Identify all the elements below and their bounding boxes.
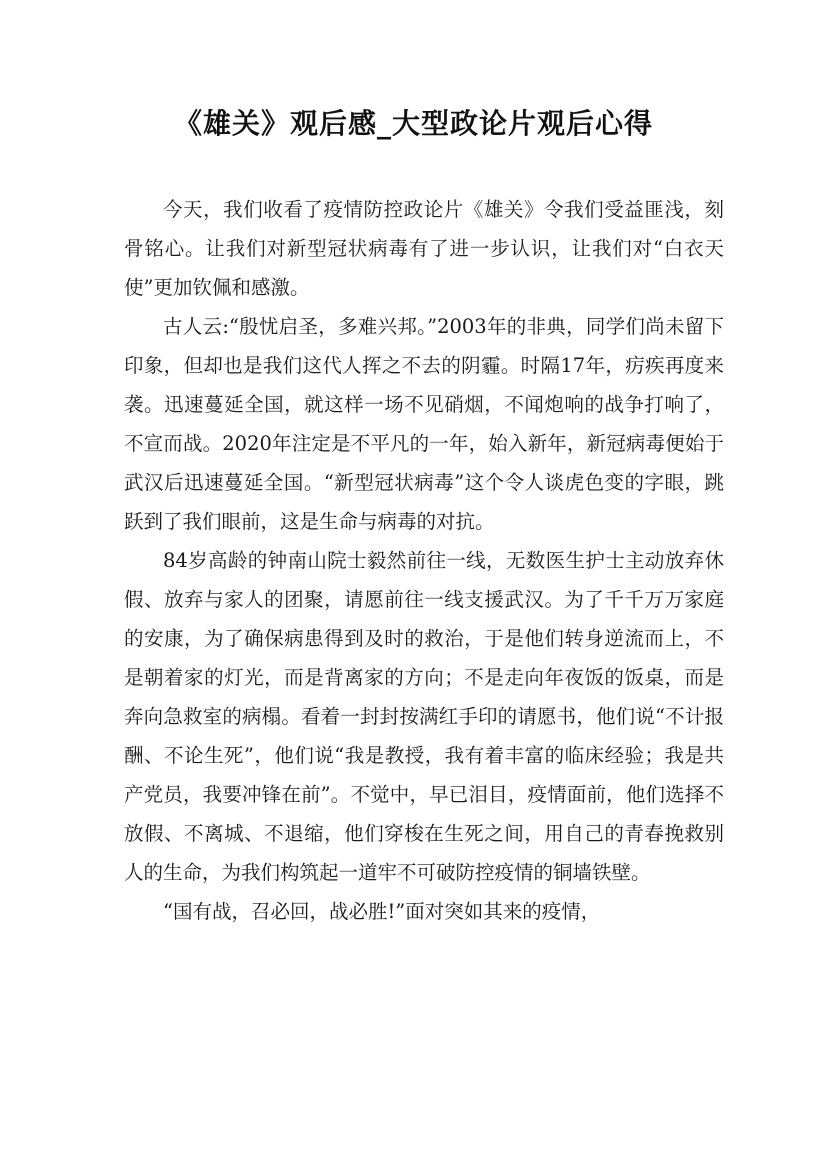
document-title: 《雄关》观后感_大型政论片观后心得 [173, 107, 653, 140]
paragraph-2: 古人云:“殷忧启圣，多难兴邦。”2003年的非典，同学们尚未留下印象，但却也是我们这代人挥之不去的阴霾。时隔17年，疠疾再度来袭。迅速蔓延全国，就这样一场不见硝烟，不闻炮响的战争打响了，不宣而战。2020年注定是不平凡的一年，始入新年，新冠病毒便始于武汉后迅速蔓延全国。“新型冠状病毒”这个令人谈虎色变的字眼，跳跃到了我们眼前，这是生命与病毒的对抗。 [124, 315, 724, 533]
paragraph-3: 84岁高龄的钟南山院士毅然前往一线，无数医生护士主动放弃休假、放弃与家人的团聚，请愿前往一线支援武汉。为了千千万万家庭的安康，为了确保病患得到及时的救治，于是他们转身逆流而上，不是朝着家的灯光，而是背离家的方向；不是走向年夜饭的饭桌，而是奔向急救室的病榻。看着一封封按满红手印的请愿书，他们说“不计报酬、不论生死”，他们说“我是教授，我有着丰富的临床经验；我是共产党员，我要冲锋在前”。不觉中，早已泪目，疫情面前，他们选择不放假、不离城、不退缩，他们穿梭在生死之间，用自己的青春挽救别人的生命，为我们构筑起一道牢不可破防控疫情的铜墙铁壁。 [124, 549, 724, 884]
document-body [124, 190, 724, 931]
paragraph-1: 今天，我们收看了疫情防控政论片《雄关》令我们受益匪浅，刻骨铭心。让我们对新型冠状病毒有了进一步认识，让我们对“白衣天使”更加钦佩和感激。 [124, 198, 724, 299]
paragraph-4: “国有战，召必回，战必胜!”面对突如其来的疫情， [163, 900, 601, 923]
